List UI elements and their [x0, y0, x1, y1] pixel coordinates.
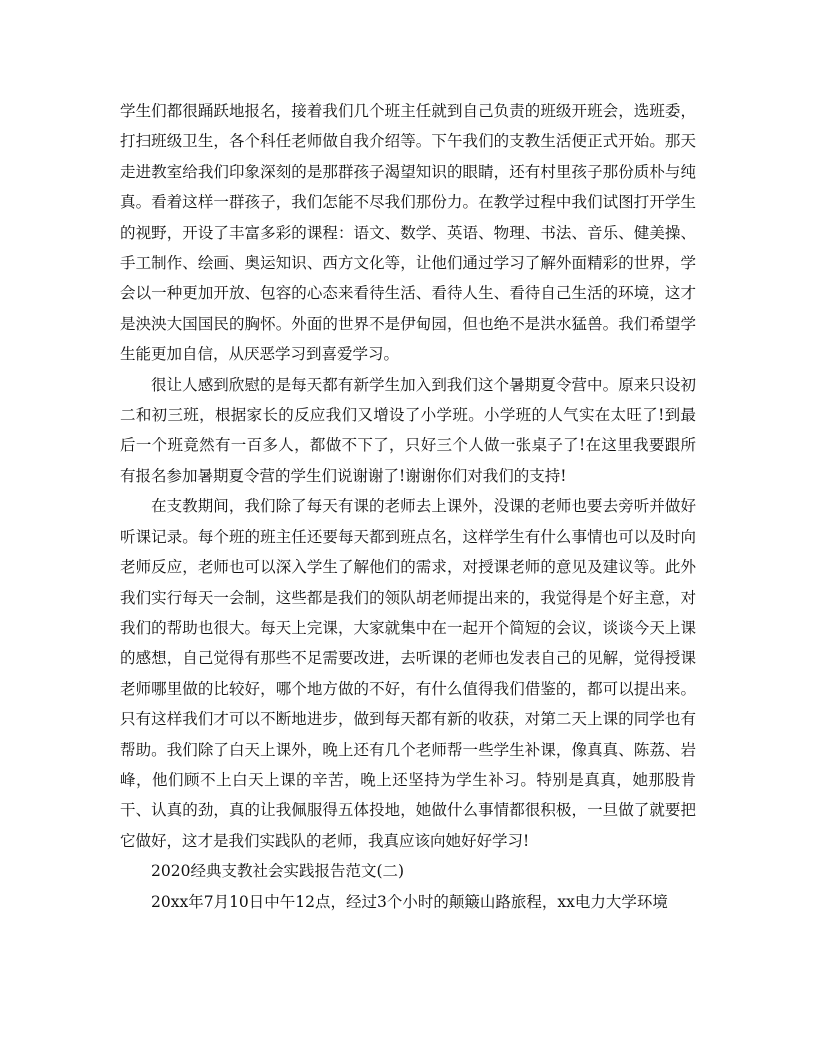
paragraph-3: 在支教期间，我们除了每天有课的老师去上课外，没课的老师也要去旁听并做好听课记录。每个班的班主任还要每天都到班点名，这样学生有什么事情也可以及时向老师反应，老师也可以深入学生了解他们的需求，对授课老师的意见及建议等。此外我们实行每天一会制，这些都是我们的领队胡老师提出来的，我觉得是个好主意，对我们的帮助也很大。每天上完课，大家就集中在一起开个简短的会议，谈谈今天上课的感想，自己觉得有那些不足需要改进，去听课的老师也发表自己的见解，觉得授课老师哪里做的比较好，哪个地方做的不好，有什么值得我们借鉴的，都可以提出来。只有这样我们才可以不断地进步，做到每天都有新的收获，对第二天上课的同学也有帮助。我们除了白天上课外，晚上还有几个老师帮一些学生补课，像真真、陈荔、岩峰，他们顾不上白天上课的辛苦，晚上还坚持为学生补习。特别是真真，她那股肯干、认真的劲，真的让我佩服得五体投地，她做什么事情都很积极，一旦做了就要把它做好，这才是我们实践队的老师，我真应该向她好好学习! [120, 497, 696, 850]
paragraph-2: 很让人感到欣慰的是每天都有新学生加入到我们这个暑期夏令营中。原来只设初二和初三班，根据家长的反应我们又增设了小学班。小学班的人气实在太旺了!到最后一个班竟然有一百多人，都做不下了，只好三个人做一张桌子了!在这里我要跟所有报名参加暑期夏令营的学生们说谢谢了!谢谢你们对我们的支持! [120, 375, 696, 485]
document-body [120, 96, 696, 917]
paragraph-4: 20xx年7月10日中午12点，经过3个小时的颠簸山路旅程，xx电力大学环境 [151, 892, 668, 911]
section-subheading: 2020经典支教社会实践报告范文(二) [151, 862, 405, 881]
paragraph-1: 学生们都很踊跃地报名，接着我们几个班主任就到自己负责的班级开班会，选班委，打扫班级卫生，各个科任老师做自我介绍等。下午我们的支教生活便正式开始。那天走进教室给我们印象深刻的是那群孩子渴望知识的眼睛，还有村里孩子那份质朴与纯真。看着这样一群孩子，我们怎能不尽我们那份力。在教学过程中我们试图打开学生的视野，开设了丰富多彩的课程：语文、数学、英语、物理、书法、音乐、健美操、手工制作、绘画、奥运知识、西方文化等，让他们通过学习了解外面精彩的世界，学会以一种更加开放、包容的心态来看待生活、看待人生、看待自己生活的环境，这才是泱泱大国国民的胸怀。外面的世界不是伊甸园，但也绝不是洪水猛兽。我们希望学生能更加自信，从厌恶学习到喜爱学习。 [120, 102, 696, 364]
